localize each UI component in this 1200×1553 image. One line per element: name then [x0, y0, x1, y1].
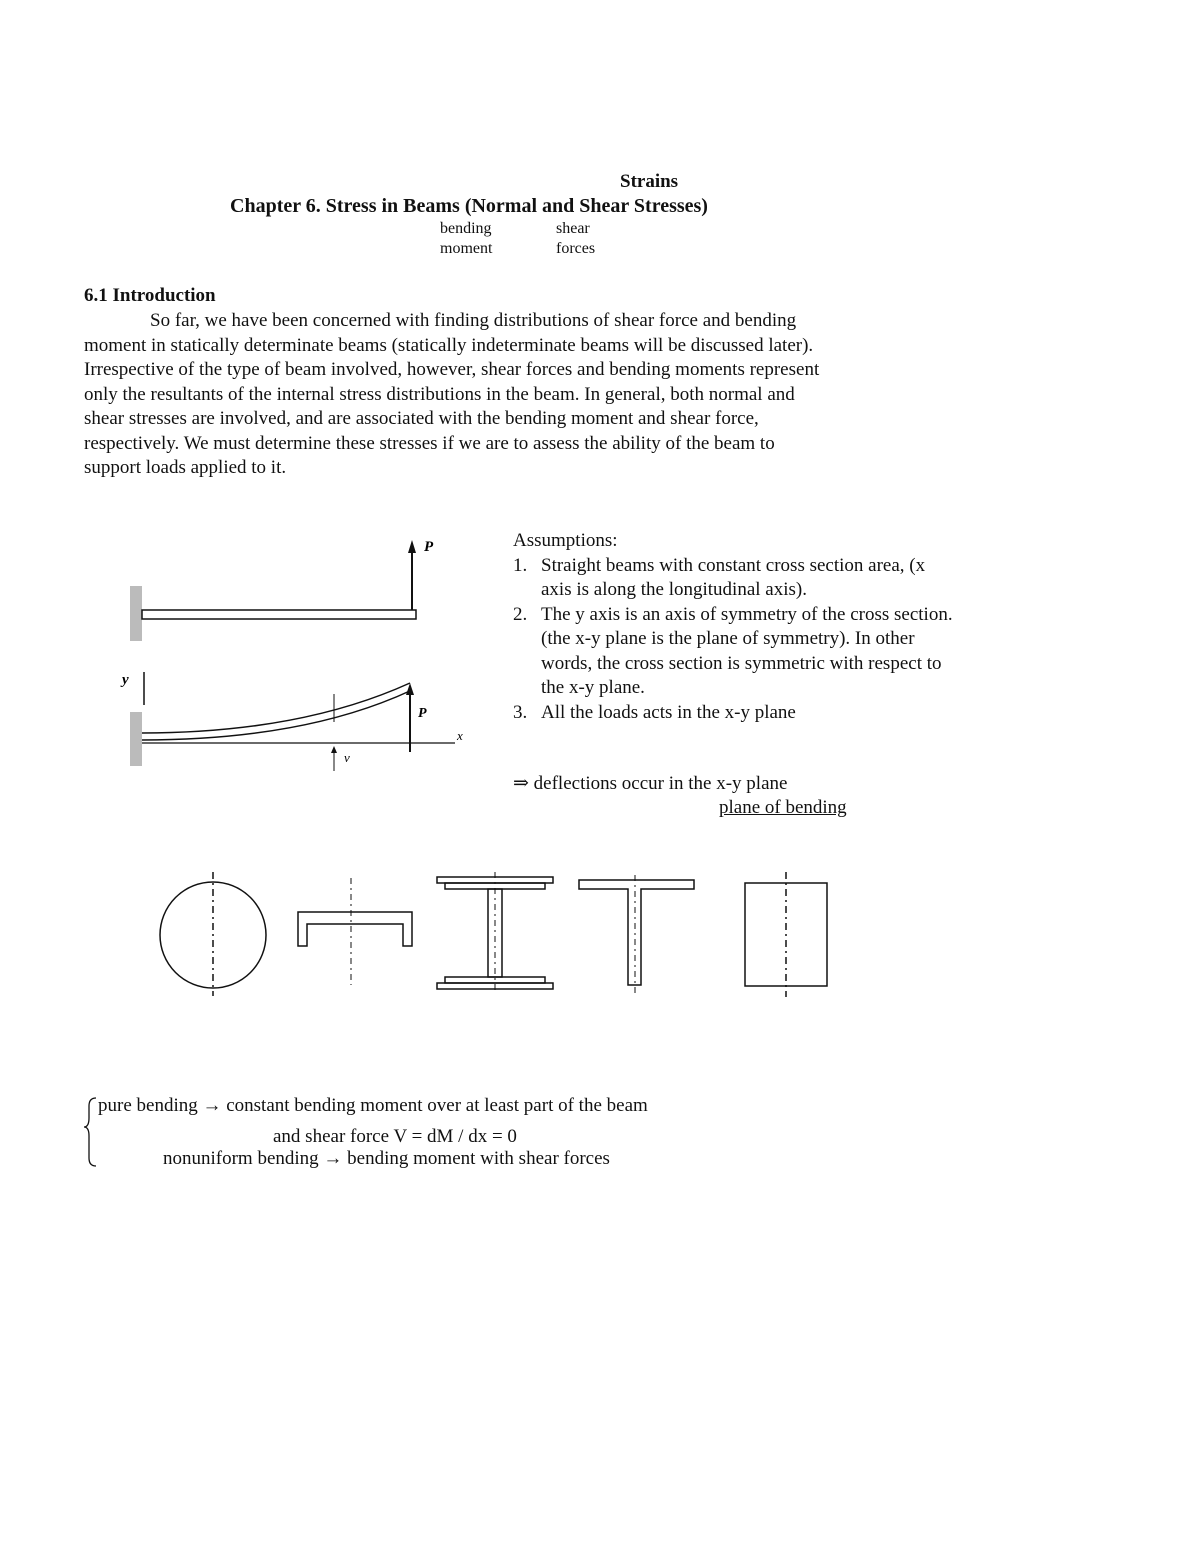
t-section — [579, 875, 694, 995]
chapter-title: Chapter 6. Stress in Beams (Normal and Shear Stresses) — [230, 195, 708, 217]
assumption-item — [513, 554, 953, 603]
cantilever-beam-undeformed — [130, 540, 416, 641]
fixed-support-wall — [130, 586, 142, 641]
paragraph-line: So far, we have been concerned with finding distributions of shear force and bending — [150, 310, 797, 331]
beam-body — [142, 610, 416, 619]
i-beam-section — [437, 872, 553, 994]
deflection-label: v — [344, 750, 350, 765]
paragraph-line: only the resultants of the internal stress distributions in the beam. In general, both normal and — [84, 383, 795, 405]
beam-top-edge — [142, 683, 410, 733]
channel-section — [298, 878, 412, 985]
deflection-conclusion: ⇒ deflections occur in the x-y plane — [513, 773, 788, 794]
y-axis-label: y — [122, 672, 129, 688]
assumption-item — [513, 701, 953, 726]
assumption-item — [513, 603, 953, 701]
load-label-bottom: P — [418, 706, 427, 721]
paragraph-line: moment in statically determinate beams (statically indeterminate beams will be discussed later). — [84, 334, 814, 356]
paragraph-line: Irrespective of the type of beam involved, however, shear forces and bending moments represent — [84, 359, 820, 380]
paragraph-line: support loads applied to it. — [84, 457, 287, 478]
shear-word: shear — [556, 220, 590, 237]
fixed-support-wall — [130, 712, 142, 766]
load-arrow-head — [408, 540, 416, 553]
load-label-top: P — [424, 539, 434, 555]
rectangular-section — [745, 872, 827, 997]
assumption-number: 1. — [513, 554, 528, 576]
forces-word: forces — [556, 240, 596, 257]
assumptions-title: Assumptions: — [513, 530, 618, 551]
assumption-text: All the loads acts in the x-y plane — [541, 701, 796, 723]
assumption-number: 2. — [513, 603, 528, 625]
circular-section — [160, 872, 266, 996]
moment-word: moment — [440, 240, 493, 257]
x-axis-label: x — [457, 728, 463, 743]
assumption-number: 3. — [513, 701, 528, 723]
brace-bracket — [84, 1098, 96, 1166]
assumptions-block — [513, 529, 953, 725]
plane-of-bending-label: plane of bending — [719, 797, 847, 818]
deflection-arrow-head — [331, 746, 337, 753]
cantilever-beam-deflected — [130, 672, 455, 771]
assumption-text: Straight beams with constant cross section area, (x axis is along the longitudinal axis). — [541, 554, 926, 600]
section-heading: 6.1 Introduction — [84, 285, 216, 306]
strains-label: Strains — [620, 171, 679, 192]
shear-force-condition: and shear force V = dM / dx = 0 — [273, 1126, 517, 1147]
nonuniform-bending-line: nonuniform bending → bending moment with shear forces — [163, 1148, 610, 1169]
assumption-text: The y axis is an axis of symmetry of the cross section. (the x-y plane is the plane of symmetry). In other words, the cross section is symmetric with respect to the x-y plane. — [541, 603, 953, 698]
bending-word: bending — [440, 220, 492, 237]
pure-bending-line: pure bending → constant bending moment over at least part of the beam — [98, 1095, 648, 1116]
paragraph-line: shear stresses are involved, and are associated with the bending moment and shear force, — [84, 408, 759, 429]
paragraph-line: respectively. We must determine these stresses if we are to assess the ability of the beam to — [84, 432, 775, 454]
